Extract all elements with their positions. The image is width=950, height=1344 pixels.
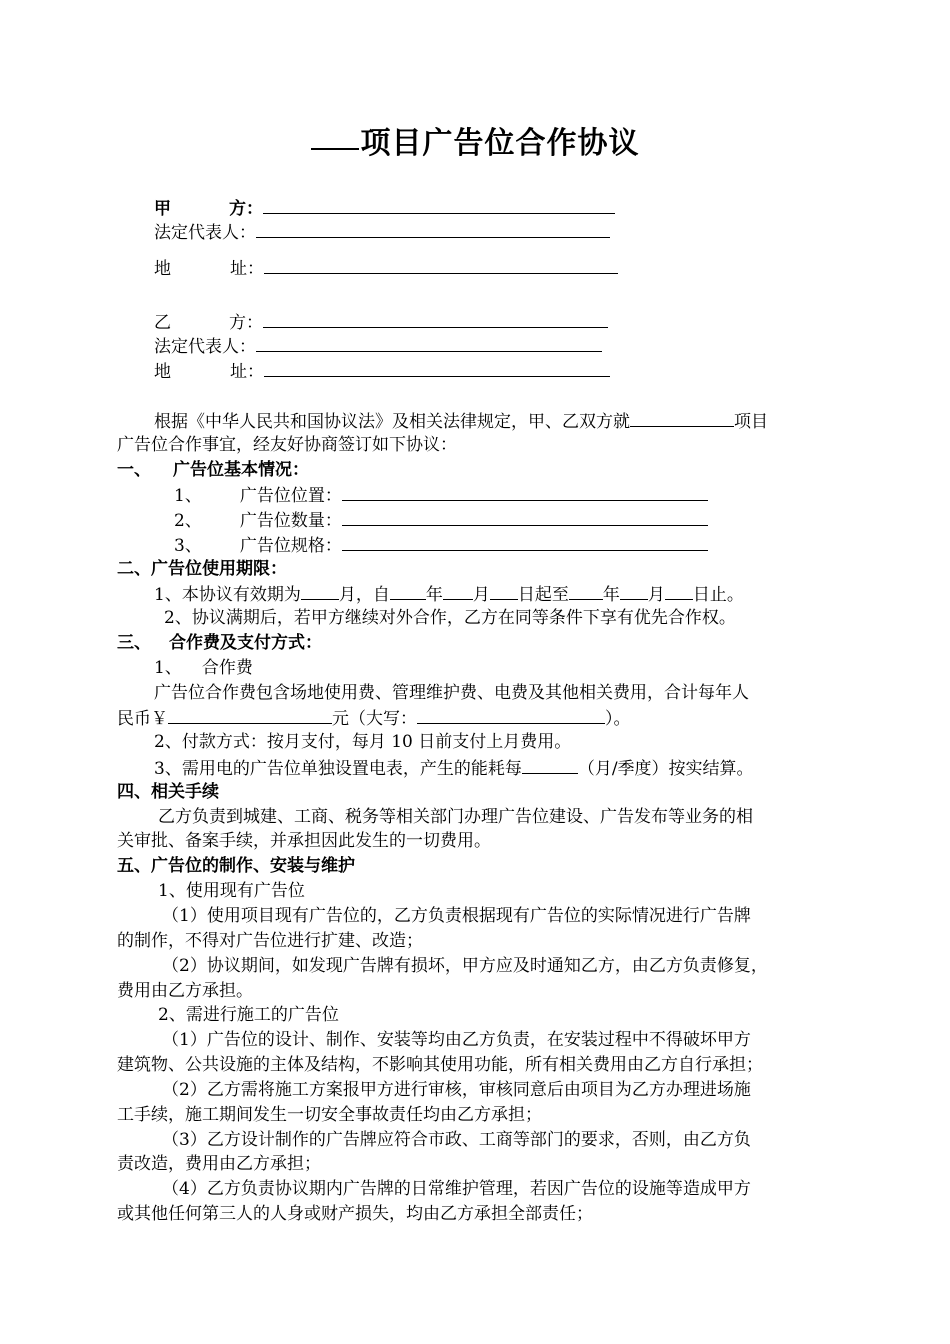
s5-sub1-p1-l2: 的制作，不得对广告位进行扩建、改造； bbox=[117, 931, 423, 951]
billing-period-field[interactable] bbox=[522, 755, 578, 774]
s1-item-1-num: 1、 bbox=[174, 486, 202, 506]
party-b-rep-label: 法定代表人： bbox=[154, 337, 256, 357]
s5-sub2-p3-l1: （3）乙方设计制作的广告牌应符合市政、工商等部门的要求，否则，由乙方负 bbox=[162, 1130, 751, 1150]
intro-text-b: 项目 bbox=[734, 412, 768, 432]
s2-p1-t2: 年 bbox=[425, 585, 443, 605]
party-a-addr-field[interactable] bbox=[264, 255, 618, 274]
end-day-field[interactable] bbox=[665, 581, 693, 600]
s1-item-3 bbox=[174, 532, 708, 558]
party-a-rep-label: 法定代表人： bbox=[154, 223, 256, 243]
s2-p1-t4: 日起至 bbox=[517, 585, 569, 605]
s1-item-1-label: 广告位位置： bbox=[239, 486, 342, 506]
party-a-rep-row bbox=[154, 219, 610, 245]
annual-fee-field[interactable] bbox=[168, 705, 332, 724]
s5-sub2-p1-l1: （1）广告位的设计、制作、安装等均由乙方负责，在安装过程中不得破坏甲方 bbox=[162, 1030, 751, 1050]
section-3-heading bbox=[117, 631, 322, 655]
party-b-label-1: 乙 bbox=[154, 313, 171, 333]
s2-p2: 2、协议满期后，若甲方继续对外合作，乙方在同等条件下享有优先合作权。 bbox=[164, 608, 736, 628]
s4-line-2: 关审批、备案手续，并承担因此发生的一切费用。 bbox=[117, 831, 491, 851]
section-1-title: 广告位基本情况： bbox=[173, 460, 309, 480]
intro-text-a: 根据《中华人民共和国协议法》及相关法律规定，甲、乙双方就 bbox=[154, 412, 630, 432]
party-a-label-2: 方： bbox=[229, 199, 263, 219]
party-b-addr-row bbox=[154, 358, 610, 384]
intro-project-field[interactable] bbox=[630, 408, 734, 427]
title-blank bbox=[311, 118, 359, 150]
s2-p1-t5: 年 bbox=[602, 585, 620, 605]
party-b-rep-row bbox=[154, 333, 602, 359]
s5-sub2-p4-l1: （4）乙方负责协议期内广告牌的日常维护管理，若因广告位的设施等造成甲方 bbox=[162, 1179, 751, 1199]
party-b-addr-label-1: 地 bbox=[154, 362, 171, 382]
s3-p1-line2 bbox=[117, 705, 631, 731]
section-5-heading: 五、广告位的制作、安装与维护 bbox=[117, 856, 355, 876]
intro-line-2: 广告位合作事宜，经友好协商签订如下协议： bbox=[117, 435, 457, 455]
s2-p1-t7: 日止。 bbox=[692, 585, 744, 605]
s2-p1-t6: 月 bbox=[647, 585, 665, 605]
s5-sub-2: 2、需进行施工的广告位 bbox=[158, 1005, 339, 1025]
s5-sub2-p3-l2: 责改造，费用由乙方承担； bbox=[117, 1154, 321, 1174]
s2-p1 bbox=[154, 581, 744, 607]
party-a-addr-label-1: 地 bbox=[154, 259, 171, 279]
party-a-addr-label-2: 址： bbox=[230, 259, 264, 279]
party-a-rep-field[interactable] bbox=[256, 219, 610, 238]
document-title bbox=[0, 118, 950, 162]
s1-item-2-label: 广告位数量： bbox=[239, 511, 342, 531]
s5-sub1-p2-l2: 费用由乙方承担。 bbox=[117, 981, 253, 1001]
s5-sub2-p2-l1: （2）乙方需将施工方案报甲方进行审核，审核同意后由项目为乙方办理进场施 bbox=[162, 1080, 751, 1100]
s1-item-3-label: 广告位规格： bbox=[239, 536, 342, 556]
section-1-heading bbox=[117, 458, 309, 482]
party-b-addr-field[interactable] bbox=[264, 358, 610, 377]
s3-p3 bbox=[154, 755, 754, 781]
start-day-field[interactable] bbox=[490, 581, 518, 600]
s5-sub1-p1-l1: （1）使用项目现有广告位的，乙方负责根据现有广告位的实际情况进行广告牌 bbox=[162, 906, 751, 926]
start-year-field[interactable] bbox=[390, 581, 426, 600]
ad-quantity-field[interactable] bbox=[342, 507, 708, 526]
s1-item-1 bbox=[174, 482, 708, 508]
s2-p1-t0: 1、本协议有效期为 bbox=[154, 585, 301, 605]
section-1-num: 一、 bbox=[117, 460, 151, 480]
end-year-field[interactable] bbox=[569, 581, 603, 600]
party-a-name-row bbox=[154, 195, 615, 221]
s2-p1-t1: 月，自 bbox=[338, 585, 390, 605]
s4-line-1: 乙方负责到城建、工商、税务等相关部门办理广告位建设、广告发布等业务的相 bbox=[158, 807, 753, 827]
s1-item-2-num: 2、 bbox=[174, 511, 202, 531]
party-a-label-1: 甲 bbox=[154, 199, 171, 219]
s2-p1-t3: 月 bbox=[472, 585, 490, 605]
s3-p3-text-b: （月/季度）按实结算。 bbox=[577, 759, 754, 779]
party-a-addr-row bbox=[154, 255, 618, 281]
ad-location-field[interactable] bbox=[342, 482, 708, 501]
party-b-addr-label-2: 址： bbox=[230, 362, 264, 382]
s5-sub2-p1-l2: 建筑物、公共设施的主体及结构，不影响其使用功能，所有相关费用由乙方自行承担； bbox=[117, 1055, 763, 1075]
end-month-field[interactable] bbox=[620, 581, 648, 600]
start-month-field[interactable] bbox=[443, 581, 473, 600]
s1-item-2 bbox=[174, 507, 708, 533]
party-a-name-field[interactable] bbox=[263, 195, 615, 214]
section-2-heading: 二、广告位使用期限： bbox=[117, 559, 287, 579]
intro-line-1 bbox=[154, 408, 768, 434]
s5-sub1-p2-l1: （2）协议期间，如发现广告牌有损坏，甲方应及时通知乙方，由乙方负责修复， bbox=[162, 956, 768, 976]
s3-item-1-label: 合作费 bbox=[201, 658, 253, 678]
s3-close-paren: ）。 bbox=[605, 709, 631, 729]
s3-p3-text-a: 3、需用电的广告位单独设置电表，产生的能耗每 bbox=[154, 759, 522, 779]
term-months-field[interactable] bbox=[301, 581, 339, 600]
party-b-name-row bbox=[154, 309, 608, 335]
ad-spec-field[interactable] bbox=[342, 532, 708, 551]
s1-item-3-num: 3、 bbox=[174, 536, 202, 556]
s3-item-1-num: 1、 bbox=[154, 658, 182, 678]
section-3-num: 三、 bbox=[117, 633, 151, 653]
section-4-heading: 四、相关手续 bbox=[117, 782, 219, 802]
section-3-title: 合作费及支付方式： bbox=[169, 633, 322, 653]
s5-sub2-p4-l2: 或其他任何第三人的人身或财产损失，均由乙方承担全部责任； bbox=[117, 1204, 593, 1224]
s5-sub-1: 1、使用现有广告位 bbox=[158, 881, 305, 901]
s3-p1-line1: 广告位合作费包含场地使用费、管理维护费、电费及其他相关费用，合计每年人 bbox=[154, 683, 749, 703]
party-b-name-field[interactable] bbox=[263, 309, 608, 328]
s3-p2: 2、付款方式：按月支付，每月 10 日前支付上月费用。 bbox=[154, 732, 572, 752]
s5-sub2-p2-l2: 工手续，施工期间发生一切安全事故责任均由乙方承担； bbox=[117, 1105, 542, 1125]
s3-capital-label: 元（大写： bbox=[332, 709, 417, 729]
party-b-label-2: 方： bbox=[229, 313, 263, 333]
party-b-rep-field[interactable] bbox=[256, 333, 602, 352]
s3-rmb-label: 民币￥ bbox=[117, 709, 168, 729]
annual-fee-capital-field[interactable] bbox=[417, 705, 605, 724]
title-text: 项目广告位合作协议 bbox=[360, 126, 640, 161]
s3-item-1 bbox=[154, 656, 253, 680]
